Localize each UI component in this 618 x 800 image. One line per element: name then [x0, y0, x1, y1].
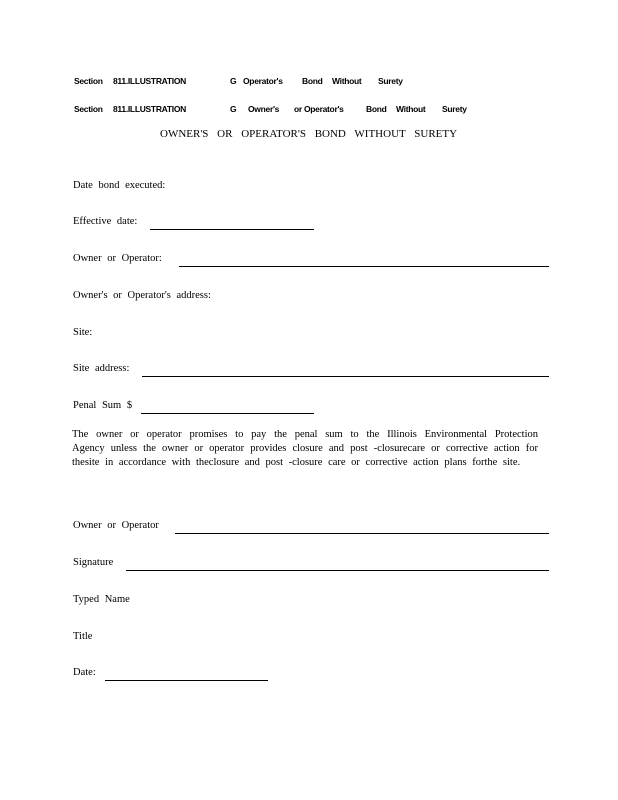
header-surety: Surety — [442, 104, 467, 114]
effective-date-label: Effective date: — [73, 216, 138, 227]
header-without: Without — [332, 76, 362, 86]
signature-label: Signature — [73, 557, 114, 568]
date-line[interactable] — [105, 680, 268, 681]
site-address-line[interactable] — [142, 376, 549, 377]
header-letter: G — [230, 76, 237, 86]
signer-owner-operator-line[interactable] — [175, 533, 549, 534]
header-owners: Owner's — [248, 104, 280, 114]
header-operators: Operator's — [243, 76, 283, 86]
header-section-label: Section — [74, 76, 103, 86]
site-address-label: Site address: — [73, 363, 130, 374]
form-title: OWNER'S OR OPERATOR'S BOND WITHOUT SURETY — [160, 128, 458, 140]
header-surety: Surety — [378, 76, 403, 86]
bond-promise-paragraph: The owner or operator promises to pay the penal sum to the Illinois Environmental Protection Agency unless the owner or operator provides closure and post -closurecare or corrective action for thesite in accordance with theclosure and post -closure care or corrective action plans forthe site. — [72, 429, 538, 468]
date-label: Date: — [73, 667, 96, 678]
penal-sum-line[interactable] — [141, 413, 314, 414]
header-illustration: 811.ILLUSTRATION — [113, 104, 186, 114]
owner-operator-label: Owner or Operator: — [73, 253, 162, 264]
typed-name-label: Typed Name — [73, 594, 130, 605]
signature-line[interactable] — [126, 570, 549, 571]
header-without: Without — [396, 104, 426, 114]
effective-date-line[interactable] — [150, 229, 314, 230]
date-executed-label: Date bond executed: — [73, 180, 166, 191]
site-label: Site: — [73, 327, 93, 338]
header-or-operators: or Operator's — [294, 104, 344, 114]
header-section-label: Section — [74, 104, 103, 114]
header-illustration: 811.ILLUSTRATION — [113, 76, 186, 86]
penal-sum-label: Penal Sum $ — [73, 400, 133, 411]
header-letter: G — [230, 104, 237, 114]
owner-operator-line[interactable] — [179, 266, 549, 267]
signer-owner-operator-label: Owner or Operator — [73, 520, 159, 531]
owner-address-label: Owner's or Operator's address: — [73, 290, 211, 301]
header-bond: Bond — [302, 76, 323, 86]
header-bond: Bond — [366, 104, 387, 114]
title-label: Title — [73, 631, 93, 642]
